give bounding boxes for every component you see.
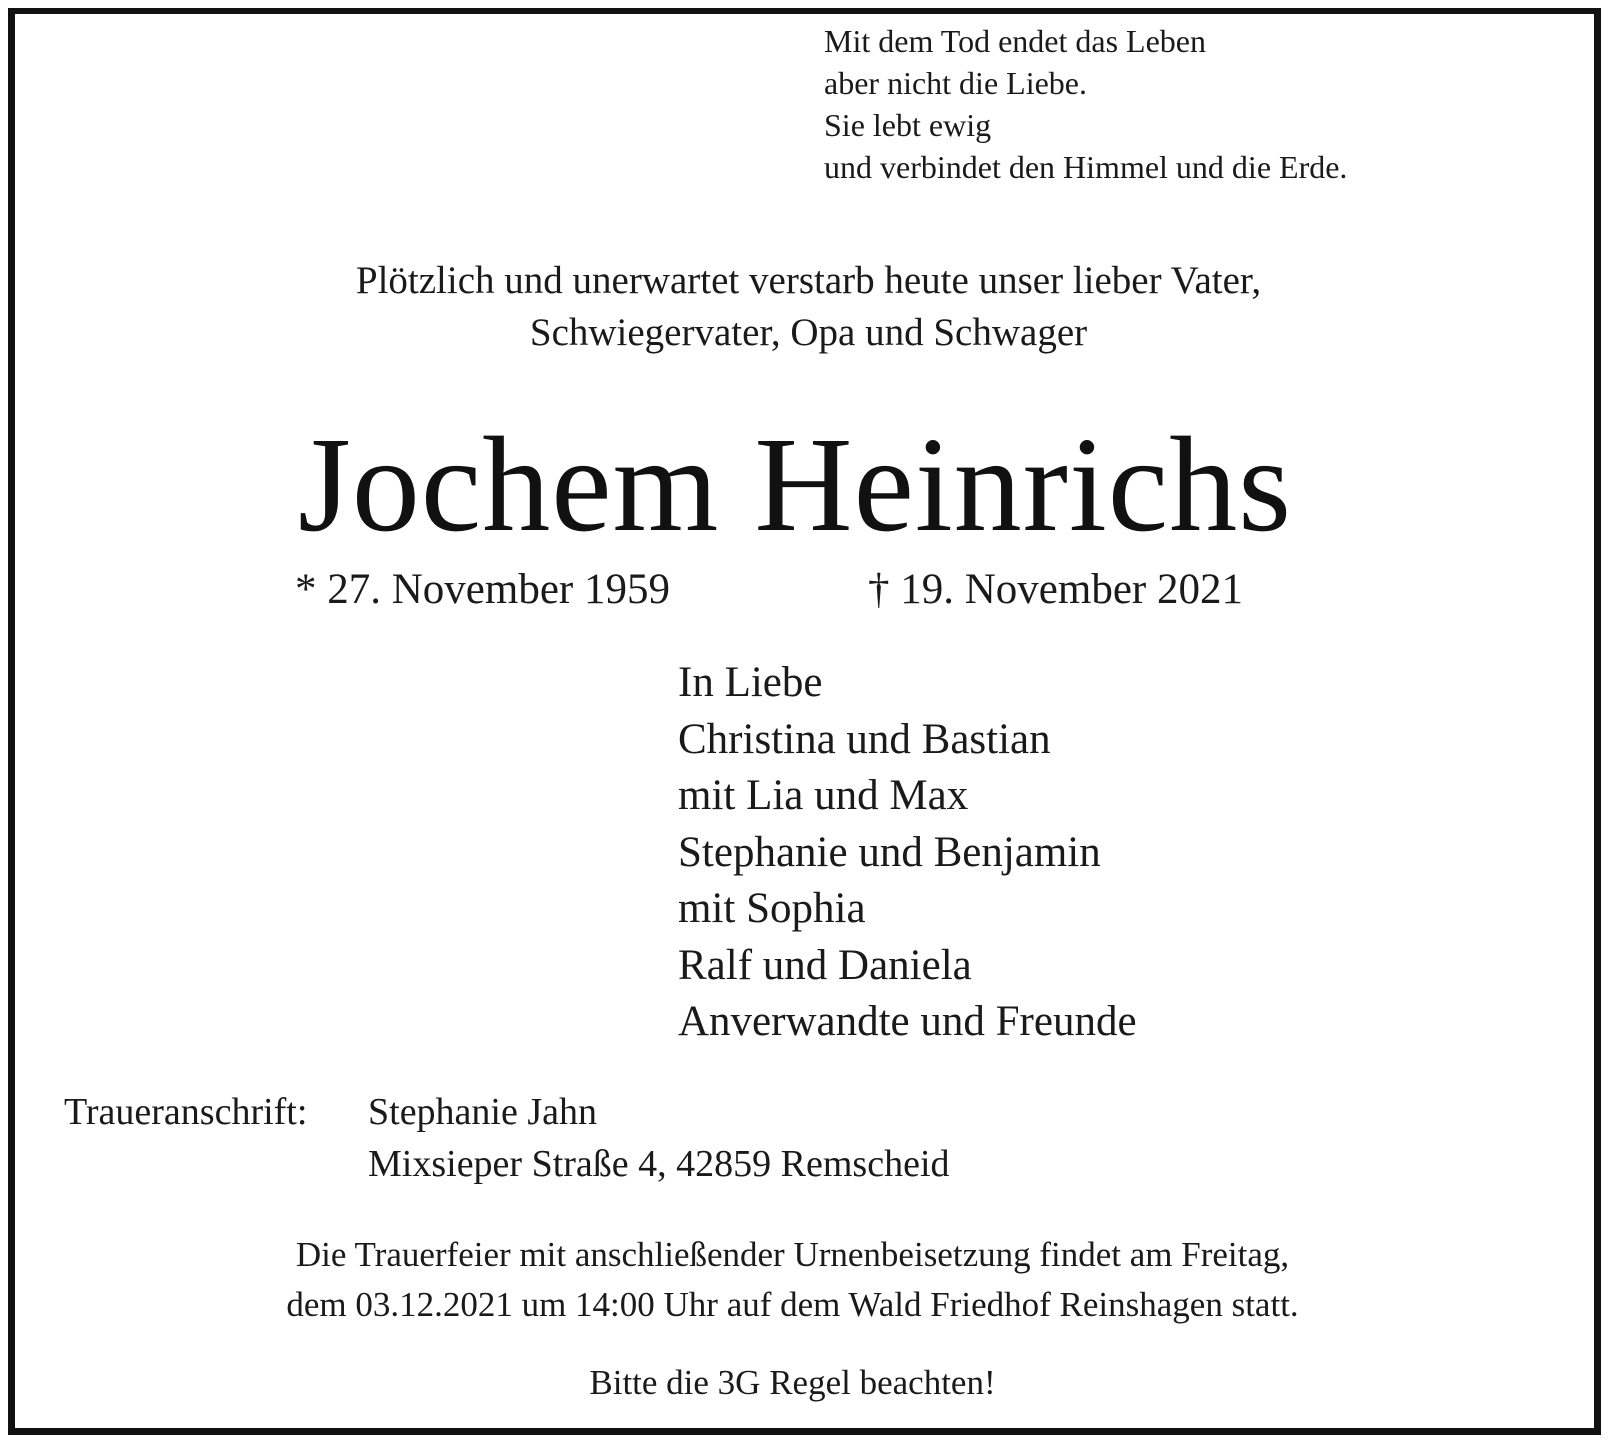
mourner-line: Christina und Bastian: [678, 715, 1051, 763]
motto-line: und verbindet den Himmel und die Erde.: [824, 149, 1348, 185]
ceremony-info: [0, 1230, 1585, 1330]
intro-line: Plötzlich und unerwartet verstarb heute unser lieber Vater,: [355, 259, 1262, 302]
ceremony-line: Die Trauerfeier mit anschließender Urnenbeisetzung findet am Freitag,: [295, 1235, 1290, 1274]
motto-line: Sie lebt ewig: [824, 107, 992, 143]
birth-date: * 27. November 1959: [295, 566, 670, 613]
motto-line: aber nicht die Liebe.: [824, 65, 1087, 101]
address-label: Traueranschrift:: [64, 1091, 308, 1133]
covid-notice: Bitte die 3G Regel beachten!: [589, 1363, 996, 1402]
intro-line: Schwiegervater, Opa und Schwager: [529, 311, 1088, 354]
mourners-list: [678, 655, 1137, 1051]
motto-line: Mit dem Tod endet das Leben: [824, 23, 1206, 59]
mourner-line: mit Lia und Max: [678, 772, 969, 819]
mourner-line: mit Sophia: [678, 885, 866, 932]
motto-quote: [824, 20, 1347, 188]
mourner-line: Anverwandte und Freunde: [678, 998, 1137, 1045]
address-street: Mixsieper Straße 4, 42859 Remscheid: [368, 1143, 950, 1185]
mourner-line: Stephanie und Benjamin: [678, 828, 1101, 876]
deceased-name: Jochem Heinrichs: [297, 410, 1293, 560]
ceremony-line: dem 03.12.2021 um 14:00 Uhr auf dem Wald Friedhof Reinshagen statt.: [286, 1285, 1299, 1324]
death-date: † 19. November 2021: [868, 566, 1243, 613]
intro-text: [0, 255, 1617, 359]
address-name: Stephanie Jahn: [368, 1091, 598, 1133]
mourner-line: In Liebe: [678, 659, 823, 706]
mourner-line: Ralf und Daniela: [678, 941, 972, 989]
